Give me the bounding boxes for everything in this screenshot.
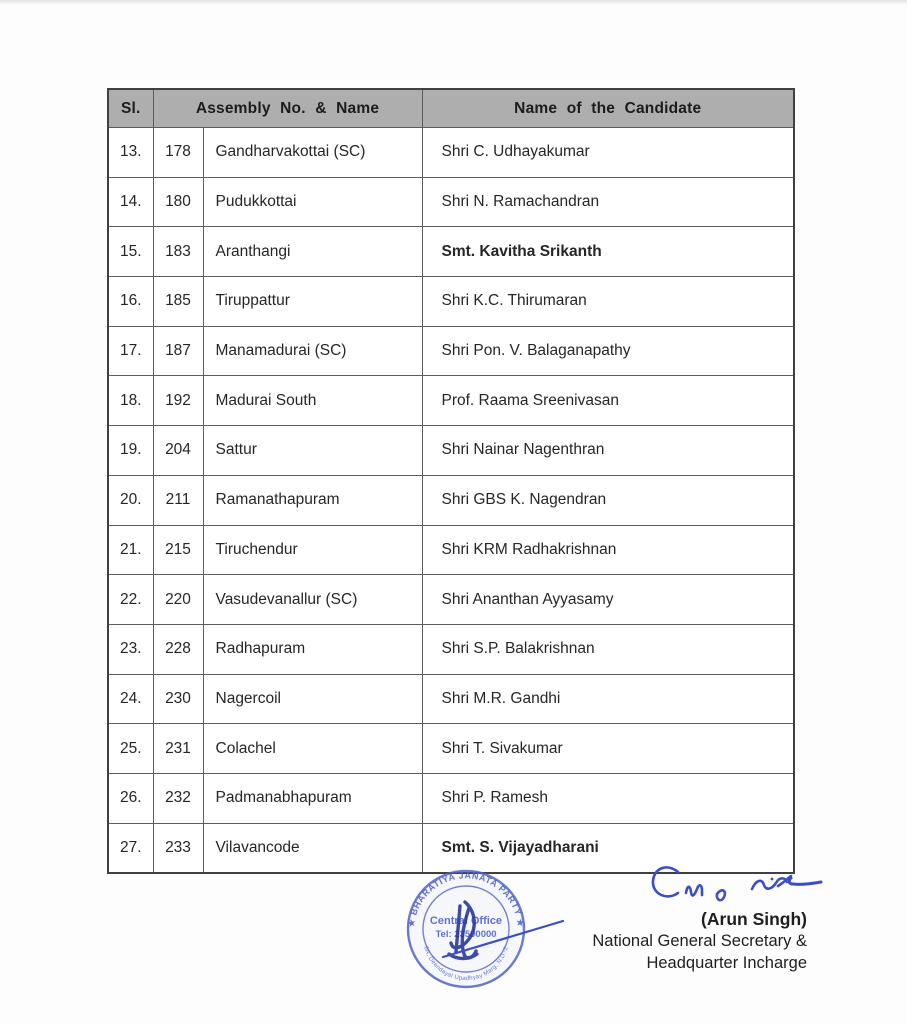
stamp-center-line2: Tel: 23500000: [435, 929, 497, 940]
sl-cell: 19.: [108, 426, 153, 476]
table-row: [108, 227, 794, 277]
bjp-office-stamp: [403, 866, 529, 992]
sl-cell: 24.: [108, 674, 153, 724]
header-assembly: Assembly No. & Name: [153, 89, 422, 128]
table-row: [108, 525, 794, 575]
sl-cell: 21.: [108, 525, 153, 575]
table-row: [108, 475, 794, 525]
assembly-no-cell: 192: [153, 376, 203, 426]
assembly-name-cell: Aranthangi: [203, 227, 422, 277]
stamp-center-line1: Central Office: [429, 915, 503, 927]
table-row: [108, 177, 794, 227]
sl-cell: 14.: [108, 177, 153, 227]
signatory-title-line2: Headquarter Incharge: [646, 953, 807, 972]
table-body: [108, 128, 794, 874]
assembly-name-cell: Radhapuram: [203, 624, 422, 674]
candidate-cell: Shri K.C. Thirumaran: [422, 277, 794, 327]
assembly-name-cell: Manamadurai (SC): [203, 326, 422, 376]
candidate-cell: Shri C. Udhayakumar: [422, 128, 794, 178]
signatory-title-line1: National General Secretary &: [592, 932, 807, 950]
assembly-name-cell: Vasudevanallur (SC): [203, 575, 422, 625]
assembly-name-cell: Nagercoil: [203, 674, 422, 724]
assembly-name-cell: Sattur: [203, 426, 422, 476]
header-sl: Sl.: [108, 89, 153, 128]
assembly-no-cell: 230: [153, 674, 203, 724]
sl-cell: 26.: [108, 773, 153, 823]
assembly-no-cell: 178: [153, 128, 203, 178]
sl-cell: 27.: [108, 823, 153, 873]
sl-cell: 16.: [108, 277, 153, 327]
table-row: [108, 575, 794, 625]
header-candidate: Name of the Candidate: [422, 89, 794, 128]
candidate-cell: Shri P. Ramesh: [422, 773, 794, 823]
sl-cell: 17.: [108, 326, 153, 376]
table-row: [108, 724, 794, 774]
sl-cell: 20.: [108, 475, 153, 525]
table-row: [108, 426, 794, 476]
candidate-cell: Shri T. Sivakumar: [422, 724, 794, 774]
assembly-no-cell: 185: [153, 277, 203, 327]
assembly-name-cell: Ramanathapuram: [203, 475, 422, 525]
sl-cell: 13.: [108, 128, 153, 178]
assembly-no-cell: 215: [153, 525, 203, 575]
scan-top-edge: [0, 0, 907, 5]
assembly-name-cell: Pudukkottai: [203, 177, 422, 227]
table-row: [108, 277, 794, 327]
candidate-cell: Shri Nainar Nagenthran: [422, 426, 794, 476]
assembly-name-cell: Madurai South: [203, 376, 422, 426]
assembly-no-cell: 211: [153, 475, 203, 525]
table-row: [108, 674, 794, 724]
assembly-name-cell: Vilavancode: [203, 823, 422, 873]
assembly-no-cell: 233: [153, 823, 203, 873]
assembly-no-cell: 204: [153, 426, 203, 476]
table-row: [108, 326, 794, 376]
assembly-no-cell: 231: [153, 724, 203, 774]
candidate-cell: Prof. Raama Sreenivasan: [422, 376, 794, 426]
table-row: [108, 624, 794, 674]
assembly-name-cell: Tiruchendur: [203, 525, 422, 575]
table-header: [108, 89, 794, 128]
table-row: [108, 376, 794, 426]
header-row: [108, 89, 794, 128]
assembly-no-cell: 180: [153, 177, 203, 227]
table-row: [108, 773, 794, 823]
candidate-cell: Shri GBS K. Nagendran: [422, 475, 794, 525]
assembly-name-cell: Tiruppattur: [203, 277, 422, 327]
sl-cell: 15.: [108, 227, 153, 277]
sl-cell: 18.: [108, 376, 153, 426]
candidate-cell: Shri KRM Radhakrishnan: [422, 525, 794, 575]
candidate-cell: Shri M.R. Gandhi: [422, 674, 794, 724]
assembly-no-cell: 232: [153, 773, 203, 823]
sl-cell: 25.: [108, 724, 153, 774]
table-row: [108, 128, 794, 178]
stamp-bottom-arc-text: 6A, Deendayal Upadhyay Marg, N.D.-2: [422, 945, 510, 983]
stamp-top-arc-text: ★ BHARATIYA JANATA PARTY ★: [405, 870, 527, 928]
signatory-block: [592, 908, 807, 974]
candidate-cell: Shri S.P. Balakrishnan: [422, 624, 794, 674]
signatory-name: (Arun Singh): [701, 909, 807, 929]
sl-cell: 22.: [108, 575, 153, 625]
candidate-cell: Shri Pon. V. Balaganapathy: [422, 326, 794, 376]
candidate-cell: Smt. Kavitha Srikanth: [422, 227, 794, 277]
candidate-cell: Smt. S. Vijayadharani: [422, 823, 794, 873]
assembly-no-cell: 183: [153, 227, 203, 277]
assembly-name-cell: Colachel: [203, 724, 422, 774]
candidate-table: [107, 88, 795, 874]
candidate-cell: Shri N. Ramachandran: [422, 177, 794, 227]
assembly-no-cell: 187: [153, 326, 203, 376]
assembly-name-cell: Gandharvakottai (SC): [203, 128, 422, 178]
assembly-no-cell: 228: [153, 624, 203, 674]
candidate-cell: Shri Ananthan Ayyasamy: [422, 575, 794, 625]
sl-cell: 23.: [108, 624, 153, 674]
assembly-name-cell: Padmanabhapuram: [203, 773, 422, 823]
assembly-no-cell: 220: [153, 575, 203, 625]
